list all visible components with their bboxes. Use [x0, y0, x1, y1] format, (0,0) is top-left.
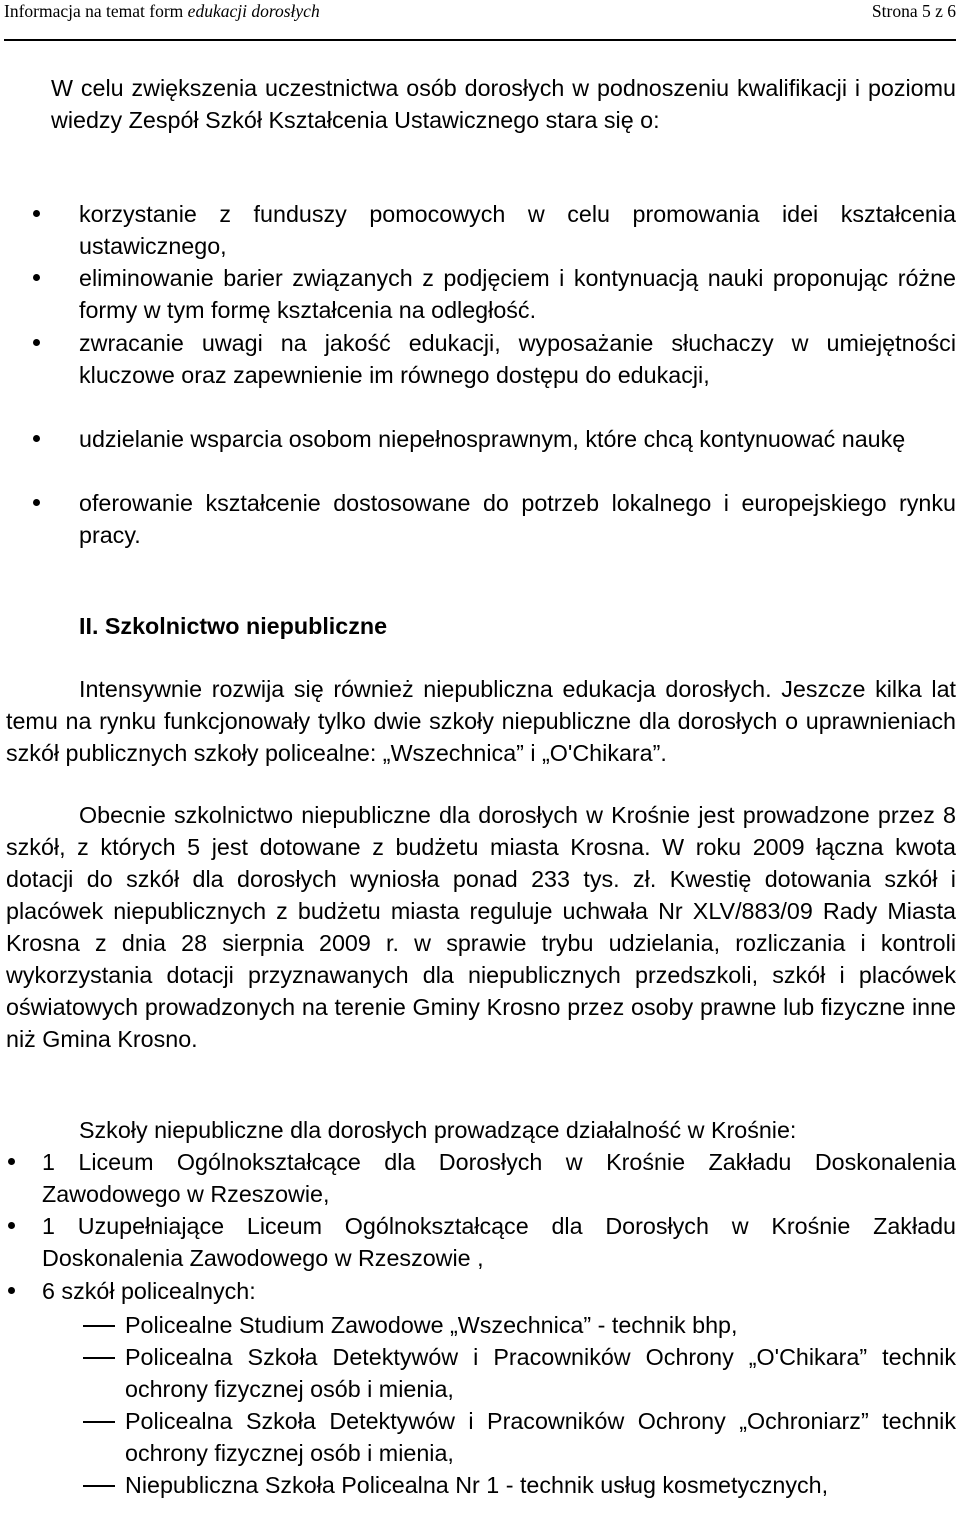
- document-title: [4, 1, 320, 22]
- school-text: 1 Liceum Ogólnokształcące dla Dorosłych w Krośnie Zakładu Doskonalenia Zawodowego w Rzeszowie,: [42, 1149, 956, 1207]
- bullet-icon: [8, 1222, 15, 1229]
- goal-text: udzielanie wsparcia osobom niepełnosprawnym, które chcą kontynuować naukę: [79, 426, 906, 452]
- post-secondary-school-text: Policealna Szkoła Detektywów i Pracowników Ochrony „O'Chikara” technik ochrony fizycznej osób i mienia,: [125, 1344, 956, 1402]
- post-secondary-school-text: Niepubliczna Szkoła Policealna Nr 1 - technik usług kosmetycznych,: [125, 1472, 829, 1498]
- intro-paragraph: [51, 72, 956, 136]
- document-title-text: Informacja na temat form: [4, 1, 188, 21]
- section-heading: II. Szkolnictwo niepubliczne: [79, 613, 388, 639]
- school-text: 6 szkół policealnych:: [42, 1278, 256, 1304]
- schools-intro: Szkoły niepubliczne dla dorosłych prowadzące działalność w Krośnie:: [79, 1117, 797, 1143]
- post-secondary-school-text: Policealna Szkoła Detektywów i Pracowników Ochrony „Ochroniarz” technik ochrony fizycznej osób i mienia,: [125, 1408, 956, 1466]
- bullet-icon: [33, 499, 40, 506]
- bullet-icon: [33, 435, 40, 442]
- page-number: Strona 5 z 6: [871, 1, 956, 21]
- paragraph-text: Intensywnie rozwija się również niepubliczna edukacja dorosłych. Jeszcze kilka lat temu na rynku funkcjonowały tylko dwie szkoły niepubliczne dla dorosłych o uprawnieniach szkół publicznych szkoły policealne: „Wszechnica” i „O'Chikara”.: [6, 676, 956, 766]
- bullet-icon: [8, 1287, 15, 1294]
- dash-icon: [83, 1421, 115, 1423]
- school-text: 1 Uzupełniające Liceum Ogólnokształcące dla Dorosłych w Krośnie Zakładu Doskonalenia Zawodowego w Rzeszowie ,: [42, 1213, 956, 1271]
- dash-icon: [83, 1485, 115, 1487]
- bullet-icon: [33, 274, 40, 281]
- goal-text: eliminowanie barier związanych z podjęciem i kontynuacją nauki proponując różne formy w tym formę kształcenia na odległość.: [79, 265, 956, 323]
- paragraph-private-education: [6, 673, 956, 769]
- goal-text: zwracanie uwagi na jakość edukacji, wyposażanie słuchaczy w umiejętności kluczowe oraz zapewnienie im równego dostępu do edukacji,: [79, 330, 956, 388]
- paragraph-text: Obecnie szkolnictwo niepubliczne dla dorosłych w Krośnie jest prowadzone przez 8 szkół, z których 5 jest dotowane z budżetu miasta Krosna. W roku 2009 łączna kwota dotacji do szkół dla dorosłych wyniosła ponad 233 tys. zł. Kwestię dotowania szkół i placówek niepublicznych z budżetu miasta reguluje uchwała Nr XLV/883/09 Rady Miasta Krosna z dnia 28 sierpnia 2009 r. w sprawie trybu udzielania, rozliczania i kontroli wykorzystania dotacji przyznawanych dla niepublicznych przedszkoli, szkół i placówek oświatowych prowadzonych na terenie Gminy Krosno przez osoby prawne lub fizyczne inne niż Gmina Krosno.: [6, 802, 956, 1052]
- intro-text: W celu zwiększenia uczestnictwa osób dorosłych w podnoszeniu kwalifikacji i poziomu wiedzy Zespół Szkół Kształcenia Ustawicznego stara się o:: [51, 75, 956, 133]
- dash-icon: [83, 1357, 115, 1359]
- bullet-icon: [33, 210, 40, 217]
- header-divider: [4, 39, 956, 41]
- bullet-icon: [8, 1158, 15, 1165]
- dash-icon: [83, 1325, 115, 1327]
- page-header: [0, 0, 960, 27]
- bullet-icon: [33, 339, 40, 346]
- paragraph-funding: [6, 799, 956, 1055]
- goal-text: oferowanie kształcenie dostosowane do potrzeb lokalnego i europejskiego rynku pracy.: [79, 490, 956, 548]
- post-secondary-school-text: Policealne Studium Zawodowe „Wszechnica” - technik bhp,: [125, 1312, 738, 1338]
- document-title-italic: edukacji dorosłych: [187, 1, 320, 21]
- goal-text: korzystanie z funduszy pomocowych w celu promowania idei kształcenia ustawicznego,: [79, 201, 956, 259]
